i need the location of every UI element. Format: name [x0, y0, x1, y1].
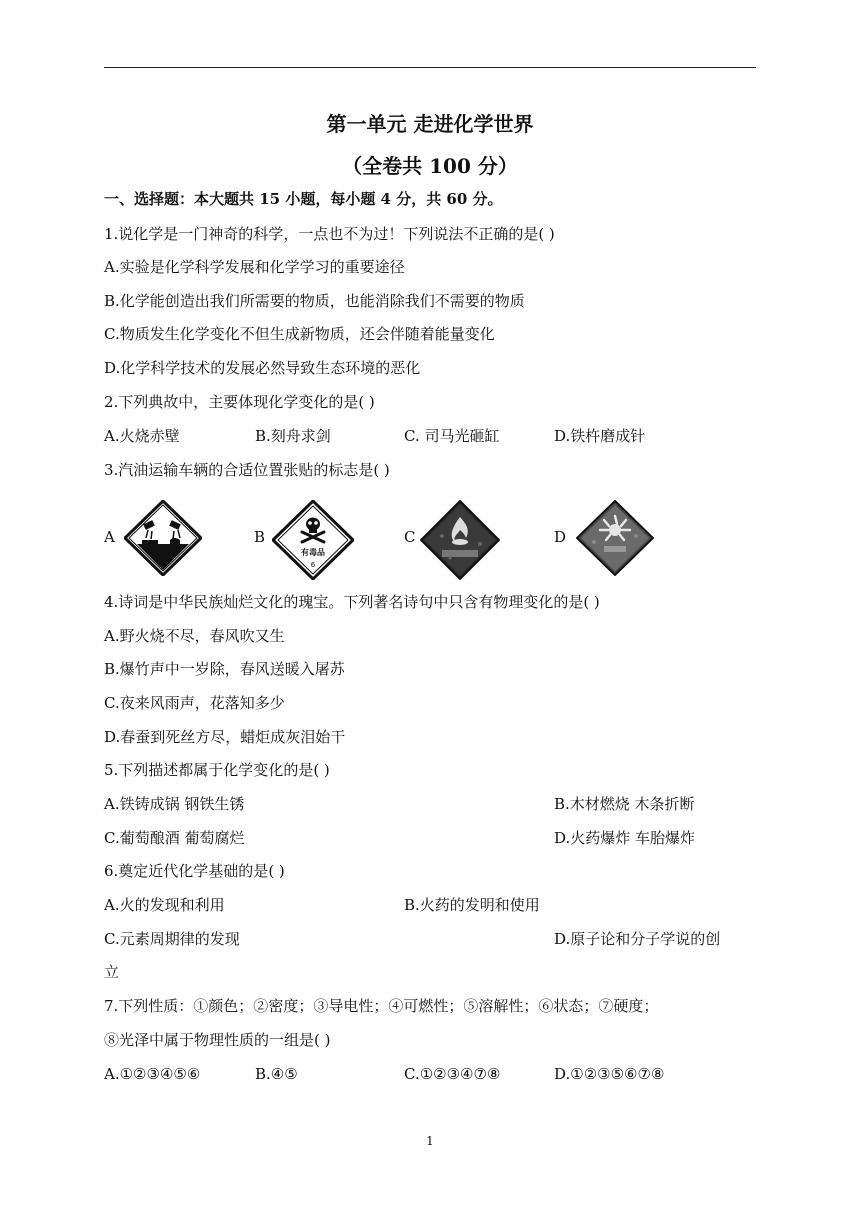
question-6-option-a: A.火的发现和利用: [104, 896, 225, 914]
question-3-option-d-label: D: [554, 528, 567, 546]
question-3-stem: 3.汽油运输车辆的合适位置张贴的标志是( ): [104, 461, 390, 479]
question-4-option-b: B.爆竹声中一岁除，春风送暖入屠苏: [104, 660, 345, 678]
question-2-option-c: C. 司马光砸缸: [404, 427, 500, 445]
question-1-option-a: A.实验是化学科学发展和化学学习的重要途径: [104, 258, 405, 276]
question-4-option-d: D.春蚕到死丝方尽，蜡炬成灰泪始干: [104, 728, 346, 746]
question-4-stem: 4.诗词是中华民族灿烂文化的瑰宝。下列著名诗句中只含有物理变化的是( ): [104, 593, 600, 611]
explosive-sign-icon: [576, 500, 654, 576]
question-1-option-b: B.化学能创造出我们所需要的物质，也能消除我们不需要的物质: [104, 292, 525, 310]
header-rule: [104, 67, 756, 68]
page-number: 1: [426, 1134, 434, 1148]
question-5-option-a: A.铁铸成锅 钢铁生锈: [104, 795, 245, 813]
page-subtitle: （全卷共 100 分）: [342, 154, 518, 178]
question-1-option-d: D.化学科学技术的发展必然导致生态环境的恶化: [104, 359, 421, 377]
question-6-option-d-continued: 立: [104, 963, 120, 981]
question-3-option-c-label: C: [404, 528, 416, 546]
section-heading: 一、选择题：本大题共 15 小题，每小题 4 分，共 60 分。: [104, 190, 503, 208]
question-3-option-b-label: B: [254, 528, 266, 546]
question-7-option-d: D.①②③⑤⑥⑦⑧: [554, 1065, 665, 1083]
question-7-stem: 7.下列性质：①颜色；②密度；③导电性；④可燃性；⑤溶解性；⑥状态；⑦硬度；: [104, 997, 659, 1015]
question-7-option-a: A.①②③④⑤⑥: [104, 1065, 201, 1083]
question-2-stem: 2.下列典故中，主要体现化学变化的是( ): [104, 393, 375, 411]
question-6-option-c: C.元素周期律的发现: [104, 930, 240, 948]
question-4-option-a: A.野火烧不尽，春风吹又生: [104, 627, 285, 645]
question-5-option-b: B.木材燃烧 木条折断: [554, 795, 695, 813]
question-6-option-d: D.原子论和分子学说的创: [554, 930, 721, 948]
question-6-stem: 6.奠定近代化学基础的是( ): [104, 862, 285, 880]
question-7-option-c: C.①②③④⑦⑧: [404, 1065, 501, 1083]
question-2-option-d: D.铁杵磨成针: [554, 427, 646, 445]
page-title: 第一单元 走进化学世界: [326, 112, 534, 136]
question-5-option-c: C.葡萄酿酒 葡萄腐烂: [104, 829, 245, 847]
question-2-option-b: B.刻舟求剑: [255, 427, 331, 445]
question-6-option-b: B.火药的发明和使用: [404, 896, 540, 914]
question-2-option-a: A.火烧赤壁: [104, 427, 180, 445]
toxic-sign-icon: [272, 500, 354, 580]
toxic-sign-text: 有毒品: [301, 548, 325, 557]
question-7-stem-line-2: ⑧光泽中属于物理性质的一组是( ): [104, 1031, 331, 1049]
question-5-option-d: D.火药爆炸 车胎爆炸: [554, 829, 696, 847]
toxic-sign-class: 6: [310, 561, 316, 569]
question-1-stem: 1.说化学是一门神奇的科学，一点也不为过！下列说法不正确的是( ): [104, 225, 555, 243]
question-1-option-c: C.物质发生化学变化不但生成新物质，还会伴随着能量变化: [104, 325, 495, 343]
corrosive-sign-icon: [124, 500, 202, 576]
question-5-stem: 5.下列描述都属于化学变化的是( ): [104, 761, 330, 779]
flammable-sign-icon: [420, 500, 500, 580]
question-4-option-c: C.夜来风雨声，花落知多少: [104, 694, 285, 712]
question-7-option-b: B.④⑤: [255, 1065, 298, 1083]
question-3-option-a-label: A: [104, 528, 115, 546]
